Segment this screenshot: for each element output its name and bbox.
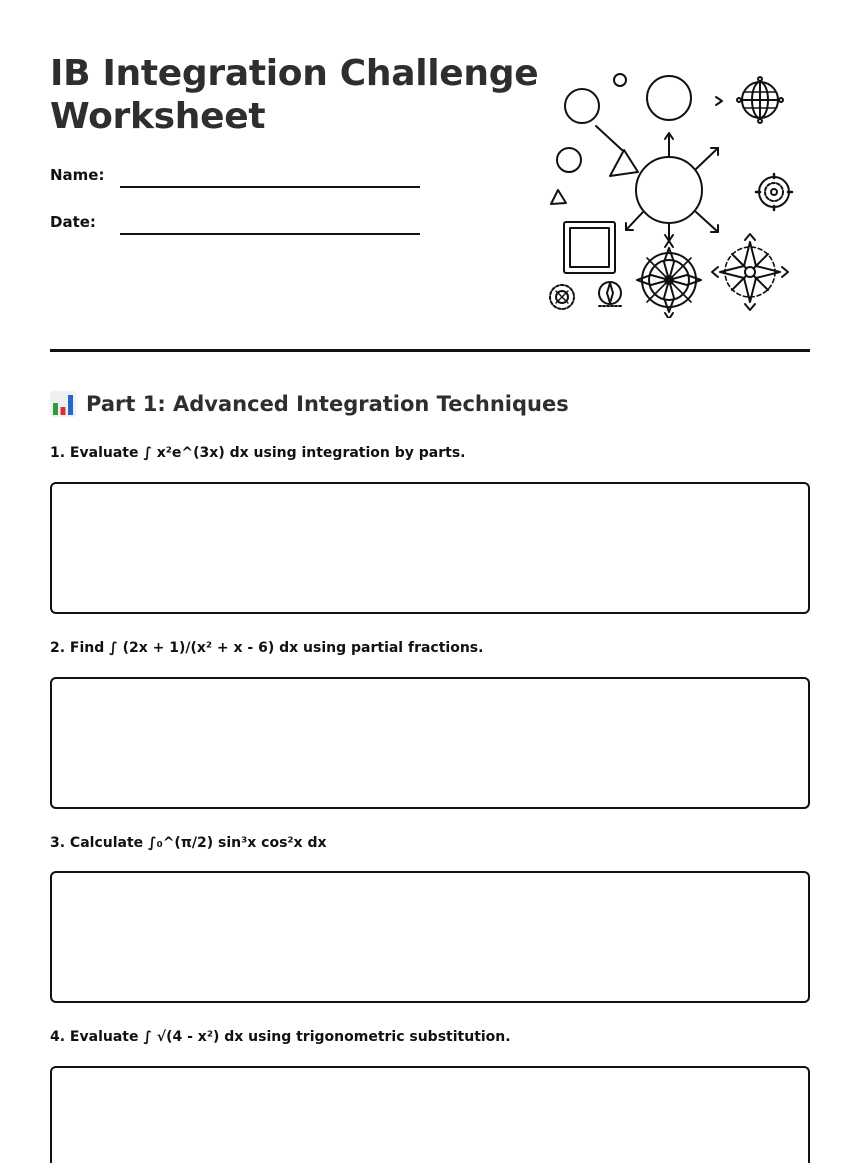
question-1: 1. Evaluate ∫ x²e^(3x) dx using integration by parts.: [50, 445, 466, 461]
worksheet-page: [50, 0, 810, 1161]
section-heading: [50, 388, 569, 420]
small-gear-icon: [550, 285, 574, 309]
header-divider: [50, 349, 810, 352]
connector-line: [596, 126, 622, 150]
worksheet-title: [50, 52, 550, 138]
square-frame-shape: [564, 222, 615, 273]
circle-shape: [565, 89, 599, 123]
section-title: Part 1: Advanced Integration Techniques: [86, 392, 569, 416]
circle-shape: [647, 76, 691, 120]
answer-box-3[interactable]: [50, 871, 810, 1003]
bar-chart-icon: [50, 391, 76, 417]
question-4: 4. Evaluate ∫ √(4 - x²) dx using trigonometric substitution.: [50, 1029, 511, 1045]
decorative-doodle-illustration: [548, 68, 798, 318]
answer-box-1[interactable]: [50, 482, 810, 614]
compass-rose-icon: [637, 241, 701, 318]
date-field-row: [50, 213, 420, 237]
small-compass-icon: [599, 282, 621, 306]
central-circle-shape: [636, 157, 702, 223]
question-2: 2. Find ∫ (2x + 1)/(x² + x - 6) dx using partial fractions.: [50, 640, 484, 656]
small-triangle-shape: [551, 190, 566, 204]
answer-box-2[interactable]: [50, 677, 810, 809]
star-compass-icon: [712, 234, 788, 310]
globe-icon: [737, 77, 783, 123]
gear-icon: [756, 174, 792, 210]
circle-shape: [557, 148, 581, 172]
title-line-2: Worksheet: [50, 96, 266, 137]
date-label: Date:: [50, 213, 96, 231]
question-3: 3. Calculate ∫₀^(π/2) sin³x cos²x dx: [50, 835, 327, 851]
title-line-1: IB Integration Challenge: [50, 53, 539, 94]
small-circle-shape: [614, 74, 626, 86]
name-label: Name:: [50, 166, 105, 184]
answer-box-4[interactable]: [50, 1066, 810, 1163]
name-field-row: [50, 166, 420, 190]
arrow-icons: [626, 133, 718, 241]
date-blank-line[interactable]: [120, 233, 420, 235]
chevron-right-icon: [716, 97, 722, 105]
name-blank-line[interactable]: [120, 186, 420, 188]
triangle-shape: [610, 150, 638, 176]
